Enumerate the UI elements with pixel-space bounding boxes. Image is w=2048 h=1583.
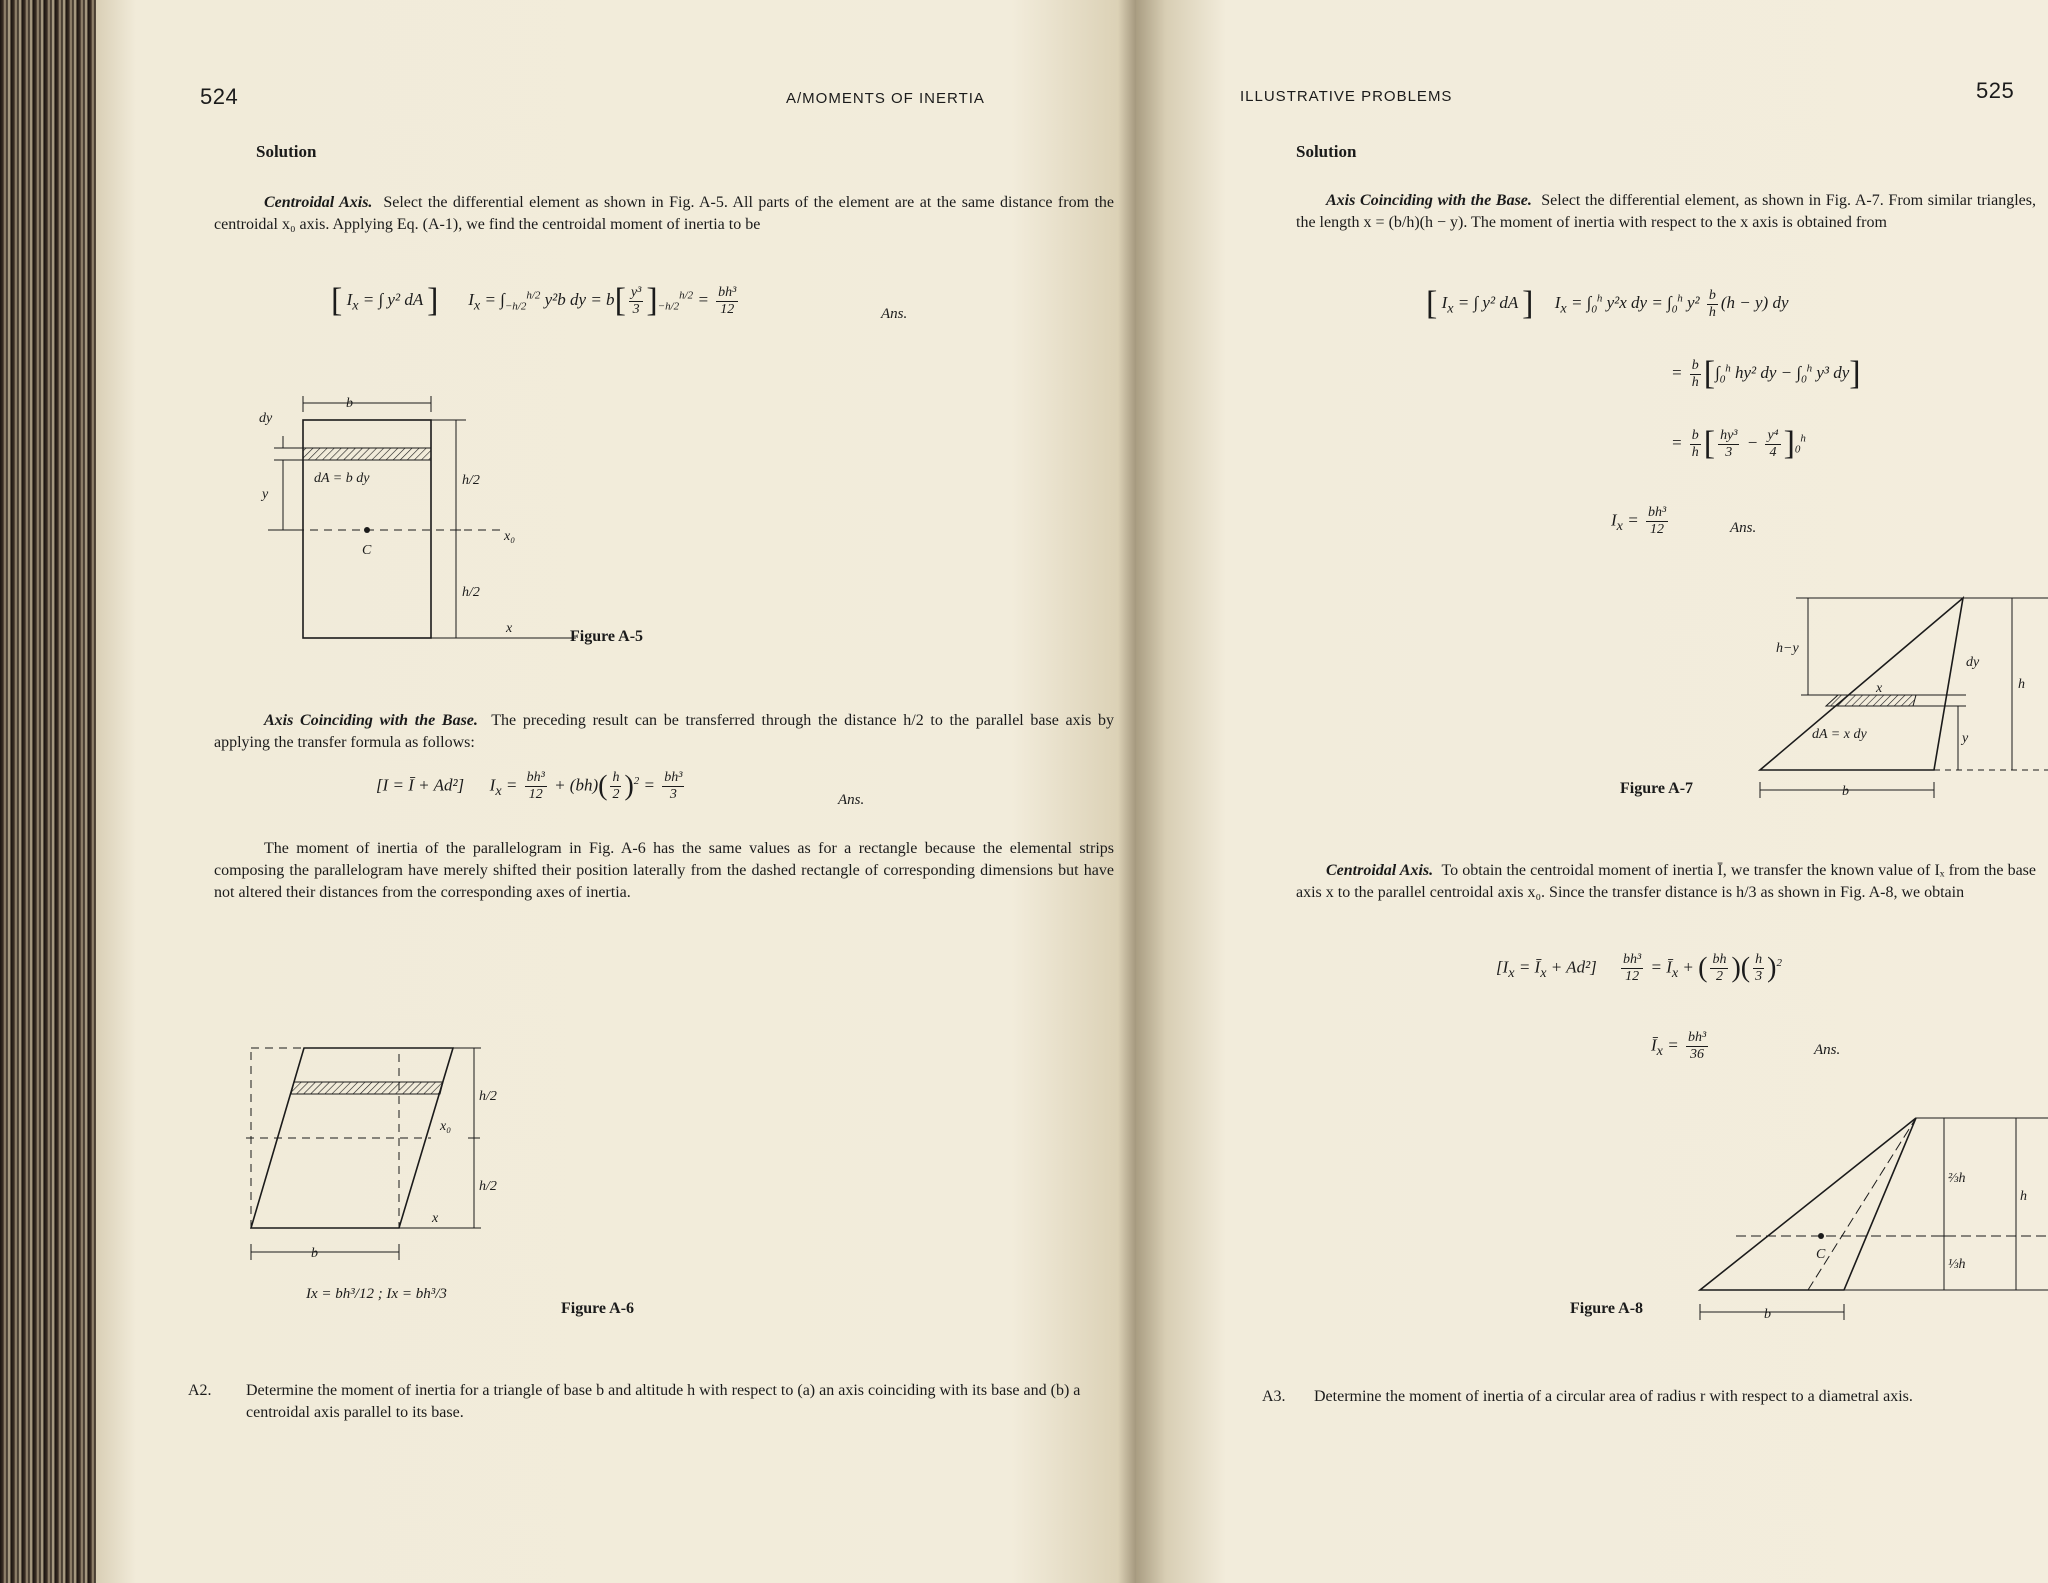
right-solution-heading: Solution — [1296, 142, 1357, 161]
right-p2-emphasis: Centroidal Axis. — [1326, 862, 1434, 879]
fig7-dy-label: dy — [1966, 655, 1980, 670]
fig7-b-label: b — [1842, 784, 1849, 799]
fig5-dy-label: dy — [259, 411, 273, 426]
right-p1-emphasis: Axis Coinciding with the Base. — [1326, 192, 1532, 209]
left-solution-heading: Solution — [256, 142, 317, 161]
book-page-edges — [0, 0, 100, 1583]
left-problem-number: A2. — [188, 1382, 212, 1399]
right-eq2-ans: Ans. — [1814, 1042, 1841, 1058]
left-page — [96, 0, 1136, 1583]
fig7-y-label: y — [1962, 731, 1969, 746]
fig8-C-label: C — [1816, 1247, 1826, 1262]
right-problem-text: Determine the moment of inertia of a circular area of radius r with respect to a diametral axis. — [1314, 1388, 1913, 1405]
right-equation-4: $I_x$ = $\frac{\text{bh³}}{12}$ — [1611, 505, 1667, 537]
left-p2-text: The preceding result can be transferred through the distance h/2 to the parallel base axis by applying the transfer formula as follows: — [214, 712, 1115, 751]
right-eq-ans: Ans. — [1730, 520, 1757, 536]
right-running-head: ILLUSTRATIVE PROBLEMS — [1240, 88, 1453, 105]
left-problem-text: Determine the moment of inertia for a triangle of base b and altitude h with respect to (a) an axis coinciding with its base and (b) a centroidal axis parallel to its base. — [246, 1382, 1081, 1421]
left-p1-emphasis: Centroidal Axis. — [264, 194, 373, 211]
left-running-head: A/MOMENTS OF INERTIA — [786, 90, 985, 107]
figure-a7-caption: Figure A-7 — [1620, 780, 1694, 797]
fig6-x0-label: x₀ — [440, 1119, 452, 1134]
fig8-b-label: b — [1764, 1307, 1771, 1322]
right-equation-3: = $\frac{b}{h}$ [ $\frac{\text{hy³}}{3}$ − $\frac{\text{y⁴}}{4}$ ]$_0^h$ — [1671, 425, 1806, 462]
fig5-x0-label: x₀ — [504, 529, 516, 544]
figure-a8-caption: Figure A-8 — [1570, 1300, 1644, 1317]
fig7-dA-label: dA = x dy — [1812, 727, 1867, 742]
left-p2-emphasis: Axis Coinciding with the Base. — [264, 712, 478, 729]
right-equation-2: = $\frac{b}{h}$ [$\int_0^h$ hy² dy − $\int_0^h$ y³ dy] — [1671, 355, 1861, 392]
left-equation-2: [I = Ī + Ad²] $I_x$ = $\frac{\text{bh³}}{12}$ + (bh)( $\frac{h}{2}$ )$^2$ = $\frac{\text{bh³}}{3}$ — [376, 770, 683, 802]
fig7-hy-label: h−y — [1776, 641, 1799, 656]
fig5-b-label: b — [346, 396, 353, 411]
fig6-h2-lower-label: h/2 — [479, 1179, 497, 1194]
fig5-y-label: y — [262, 487, 269, 502]
fig7-x-label: x — [1876, 681, 1883, 696]
fig8-one-third-label: ⅓h — [1948, 1257, 1966, 1272]
left-p3-text: The moment of inertia of the parallelogram in Fig. A-6 has the same values as for a rectangle because the elemental strips composing the parallelogram have merely shifted their position laterally from the dashed rectangle of corresponding dimensions but have not altered their distances from the corresponding axes of inertia. — [214, 840, 1114, 901]
right-p2-text: To obtain the centroidal moment of inertia Ī, we transfer the known value of Iₓ from the base axis x to the parallel centroidal axis x₀. Since the transfer distance is h/3 as shown in Fig. A-8, we obtain — [1296, 862, 2037, 901]
left-p1-text: Select the differential element as shown in Fig. A-5. All parts of the element are at the same distance from the centroidal x₀ axis. Applying Eq. (A-1), we find the centroidal moment of inertia to be — [214, 194, 1115, 233]
fig6-b-label: b — [311, 1246, 318, 1261]
fig6-formula: Ix = bh³/12 ; Ix = bh³/3 — [306, 1286, 447, 1302]
fig7-h-label: h — [2018, 677, 2025, 692]
right-problem-number: A3. — [1262, 1388, 1286, 1405]
left-equation-1: [ $I_x$ = ∫ y² dA ] $I_x = \int_{-h/2}^{h/2}$ y²b dy = b[ $\frac{\text{y³}}{3}$ ]$_{-h/2}^{h/2}$ = $\frac{\text{bh³}}{12}$ — [331, 282, 737, 319]
left-eq1-ans: Ans. — [881, 306, 908, 322]
fig5-h2-upper-label: h/2 — [462, 473, 480, 488]
figure-a8-drawing — [1136, 0, 2048, 1583]
left-eq2-ans: Ans. — [838, 792, 865, 808]
right-p1-text: Select the differential element, as shown in Fig. A-7. From similar triangles, the length x = (b/h)(h − y). The moment of inertia with respect to the x axis is obtained from — [1296, 192, 2036, 231]
figure-a5-caption: Figure A-5 — [570, 628, 644, 645]
right-equation-5: [$I_x$ = $Ī_x + Ad^2$] $\frac{\text{bh³}}{12}$ = $Ī_x$ + ( $\frac{bh}{2}$ )( $\frac{h}{3}$ )$^2$ — [1496, 952, 1782, 984]
fig5-C-label: C — [362, 543, 372, 558]
right-page-number: 525 — [1976, 78, 2015, 103]
fig8-h-label: h — [2020, 1189, 2027, 1204]
figure-a6-caption: Figure A-6 — [561, 1300, 635, 1317]
right-equation-1: [ $I_x$ = ∫ y² dA ] $I_x = \int_0^h$ y²x dy = $\int_0^h$ y² $\frac{b}{h}$ (h − y) dy — [1426, 285, 1789, 322]
fig6-h2-upper-label: h/2 — [479, 1089, 497, 1104]
right-page — [1136, 0, 2048, 1583]
fig6-x-label: x — [432, 1211, 439, 1226]
fig5-h2-lower-label: h/2 — [462, 585, 480, 600]
figure-a6-drawing — [96, 0, 1136, 1583]
fig8-two-thirds-label: ⅔h — [1948, 1171, 1966, 1186]
fig5-dA-label: dA = b dy — [314, 471, 370, 486]
left-page-number: 524 — [200, 84, 239, 109]
right-equation-6: $Ī_x$ = $\frac{\text{bh³}}{36}$ — [1651, 1030, 1707, 1062]
fig5-x-label: x — [506, 621, 513, 636]
